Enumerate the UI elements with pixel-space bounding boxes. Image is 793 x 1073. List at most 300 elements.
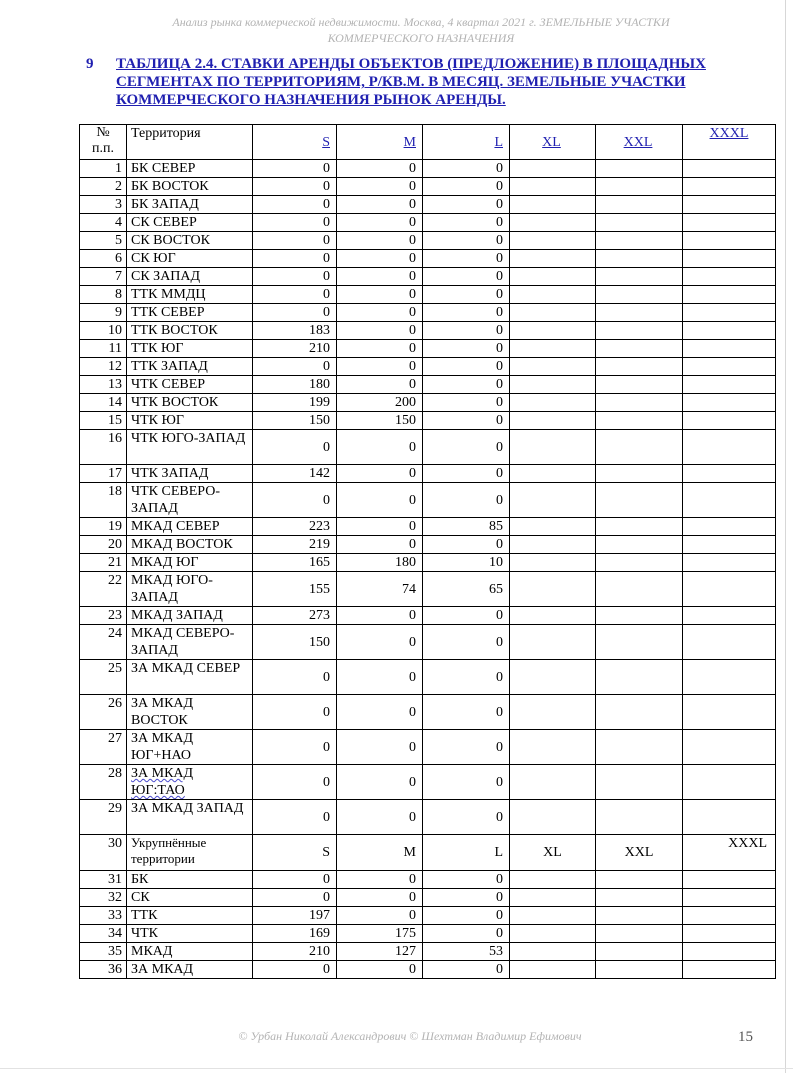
value-xxxl [683,660,776,695]
row-number: 18 [80,483,127,518]
row-territory: ЗА МКАД СЕВЕР [127,660,253,695]
table-row [80,889,776,907]
header-l-link[interactable]: L [423,125,510,160]
value-s: 0 [253,889,337,907]
value-xl [510,695,596,730]
table-row [80,196,776,214]
value-xxl [596,625,683,660]
value-s: 155 [253,572,337,607]
value-s: 0 [253,871,337,889]
value-xxl [596,536,683,554]
value-l: 0 [423,465,510,483]
row-territory: МКАД ЗАПАД [127,607,253,625]
value-xxxl [683,625,776,660]
subheader-xl: XL [510,835,596,871]
row-territory: БК [127,871,253,889]
value-xxxl [683,340,776,358]
value-xxxl [683,196,776,214]
value-m: 0 [337,607,423,625]
value-l: 0 [423,800,510,835]
value-m: 175 [337,925,423,943]
row-territory: СК ЗАПАД [127,268,253,286]
value-m: 0 [337,286,423,304]
value-xxl [596,889,683,907]
header-xl-link[interactable]: XL [510,125,596,160]
value-xxl [596,925,683,943]
table-row [80,412,776,430]
row-number: 14 [80,394,127,412]
value-xl [510,465,596,483]
value-xl [510,358,596,376]
value-s: 0 [253,660,337,695]
table-row [80,572,776,607]
value-xl [510,483,596,518]
value-xl [510,889,596,907]
row-number: 23 [80,607,127,625]
value-m: 0 [337,660,423,695]
row-territory: ТТК ММДЦ [127,286,253,304]
value-xl [510,304,596,322]
value-s: 219 [253,536,337,554]
row-territory: МКАД ЮГО-ЗАПАД [127,572,253,607]
row-number: 35 [80,943,127,961]
value-xl [510,625,596,660]
header-territory: Территория [127,125,253,160]
value-xxxl [683,518,776,536]
value-s: 150 [253,625,337,660]
value-xl [510,925,596,943]
value-s: 0 [253,961,337,979]
value-xl [510,607,596,625]
value-xxxl [683,430,776,465]
row-territory: МКАД ЮГ [127,554,253,572]
value-l: 0 [423,483,510,518]
page-edge-bottom [0,1068,793,1069]
value-xxxl [683,394,776,412]
value-s: 0 [253,765,337,800]
value-l: 0 [423,232,510,250]
table-header-row [80,125,776,160]
value-s: 273 [253,607,337,625]
value-m: 0 [337,730,423,765]
value-l: 0 [423,907,510,925]
row-number: 3 [80,196,127,214]
value-m: 0 [337,196,423,214]
row-territory: Укрупнённые территории [127,835,253,871]
value-xxl [596,730,683,765]
value-xl [510,250,596,268]
value-xxxl [683,250,776,268]
value-xxl [596,214,683,232]
value-l: 0 [423,250,510,268]
row-number: 2 [80,178,127,196]
value-l: 0 [423,536,510,554]
table-row [80,358,776,376]
value-l: 0 [423,730,510,765]
value-l: 53 [423,943,510,961]
value-m: 74 [337,572,423,607]
value-xxl [596,518,683,536]
row-territory: ЗА МКАД [127,961,253,979]
row-number: 31 [80,871,127,889]
value-m: 0 [337,518,423,536]
value-xxxl [683,214,776,232]
value-m: 0 [337,483,423,518]
value-l: 0 [423,430,510,465]
value-l: 0 [423,625,510,660]
value-l: 0 [423,394,510,412]
row-number: 21 [80,554,127,572]
table-row [80,695,776,730]
table-row [80,660,776,695]
value-s: 0 [253,196,337,214]
subheader-l: L [423,835,510,871]
value-xl [510,660,596,695]
value-l: 0 [423,286,510,304]
value-xl [510,286,596,304]
value-xxxl [683,730,776,765]
value-xxxl [683,483,776,518]
row-territory: МКАД СЕВЕР [127,518,253,536]
value-l: 0 [423,178,510,196]
value-xxl [596,358,683,376]
value-s: 0 [253,268,337,286]
value-l: 0 [423,196,510,214]
row-territory: МКАД [127,943,253,961]
value-xxxl [683,358,776,376]
value-xxl [596,268,683,286]
value-m: 0 [337,214,423,232]
value-m: 0 [337,250,423,268]
value-s: 197 [253,907,337,925]
row-territory: МКАД ВОСТОК [127,536,253,554]
row-number: 30 [80,835,127,871]
table-row [80,554,776,572]
value-xxl [596,412,683,430]
header-xxxl-link[interactable]: XXXL [683,125,776,160]
value-s: 0 [253,800,337,835]
value-xl [510,232,596,250]
value-xxl [596,376,683,394]
row-number: 36 [80,961,127,979]
value-xl [510,800,596,835]
value-xl [510,268,596,286]
value-xxl [596,178,683,196]
value-xl [510,160,596,178]
value-xxl [596,765,683,800]
value-s: 0 [253,214,337,232]
value-xl [510,943,596,961]
table-row [80,232,776,250]
value-xl [510,322,596,340]
value-l: 0 [423,214,510,232]
row-territory: ЗА МКАД ЮГ:ТАО [127,765,253,800]
value-m: 0 [337,695,423,730]
value-l: 0 [423,322,510,340]
value-m: 0 [337,536,423,554]
value-xxxl [683,554,776,572]
value-m: 180 [337,554,423,572]
value-m: 0 [337,304,423,322]
row-territory: БК СЕВЕР [127,160,253,178]
value-m: 0 [337,625,423,660]
row-territory: СК ВОСТОК [127,232,253,250]
table-row [80,607,776,625]
value-l: 0 [423,376,510,394]
row-number: 25 [80,660,127,695]
value-s: 0 [253,730,337,765]
value-xxxl [683,695,776,730]
header-xxl-link[interactable]: XXL [596,125,683,160]
value-m: 200 [337,394,423,412]
value-xxl [596,394,683,412]
table-row [80,376,776,394]
table-row [80,730,776,765]
row-territory: ТТК ЗАПАД [127,358,253,376]
value-m: 0 [337,322,423,340]
value-xxxl [683,572,776,607]
value-m: 0 [337,268,423,286]
value-l: 0 [423,695,510,730]
value-xxl [596,322,683,340]
value-xxxl [683,160,776,178]
value-m: 0 [337,376,423,394]
value-m: 127 [337,943,423,961]
value-l: 0 [423,871,510,889]
value-xl [510,554,596,572]
row-number: 24 [80,625,127,660]
value-xxl [596,340,683,358]
row-territory: ЧТК СЕВЕР [127,376,253,394]
value-s: 0 [253,250,337,268]
value-xxxl [683,536,776,554]
table-row [80,800,776,835]
value-xxxl [683,232,776,250]
row-number: 10 [80,322,127,340]
value-xxxl [683,907,776,925]
value-l: 0 [423,889,510,907]
value-xxxl [683,268,776,286]
table-row [80,465,776,483]
value-xl [510,518,596,536]
table-row [80,536,776,554]
table-row [80,925,776,943]
value-xl [510,394,596,412]
row-number: 4 [80,214,127,232]
value-xxxl [683,376,776,394]
value-xxl [596,907,683,925]
value-xxl [596,304,683,322]
row-number: 28 [80,765,127,800]
value-xxl [596,286,683,304]
value-m: 0 [337,465,423,483]
value-xxxl [683,286,776,304]
value-xxl [596,196,683,214]
table-row [80,765,776,800]
row-territory: ЗА МКАД ЮГ+НАО [127,730,253,765]
value-xxxl [683,765,776,800]
value-xxxl [683,178,776,196]
value-xxl [596,572,683,607]
value-l: 65 [423,572,510,607]
table-row [80,961,776,979]
value-xxxl [683,925,776,943]
value-m: 0 [337,907,423,925]
row-number: 12 [80,358,127,376]
table-row [80,286,776,304]
value-l: 0 [423,925,510,943]
value-s: 210 [253,340,337,358]
value-xxl [596,961,683,979]
value-l: 85 [423,518,510,536]
table-row [80,907,776,925]
value-xxl [596,695,683,730]
subheader-xxl: XXL [596,835,683,871]
value-xl [510,536,596,554]
running-header-line2: КОММЕРЧЕСКОГО НАЗНАЧЕНИЯ [327,31,515,45]
table-row [80,430,776,465]
value-l: 0 [423,304,510,322]
row-number: 9 [80,304,127,322]
value-xxxl [683,465,776,483]
value-s: 0 [253,358,337,376]
row-number: 29 [80,800,127,835]
value-s: 0 [253,695,337,730]
table-row [80,178,776,196]
row-territory: МКАД СЕВЕРО-ЗАПАД [127,625,253,660]
value-xl [510,572,596,607]
value-m: 0 [337,178,423,196]
value-xxxl [683,943,776,961]
value-xxxl [683,800,776,835]
value-m: 0 [337,232,423,250]
value-xxl [596,607,683,625]
value-s: 165 [253,554,337,572]
row-number: 22 [80,572,127,607]
value-xl [510,376,596,394]
value-xxl [596,465,683,483]
subheader-m: M [337,835,423,871]
value-m: 0 [337,160,423,178]
value-xxl [596,232,683,250]
row-number: 19 [80,518,127,536]
value-xl [510,178,596,196]
subheader-xxxl: XXXL [683,835,776,871]
value-xxl [596,554,683,572]
value-s: 223 [253,518,337,536]
value-xl [510,765,596,800]
value-s: 0 [253,178,337,196]
row-number: 8 [80,286,127,304]
row-territory: ЧТК ЗАПАД [127,465,253,483]
row-territory: БК ЗАПАД [127,196,253,214]
running-header-line1: Анализ рынка коммерческой недвижимости. Москва, 4 квартал 2021 г. ЗЕМЕЛЬНЫЕ УЧАСТКИ [172,15,670,29]
running-header [80,14,762,46]
value-m: 0 [337,340,423,358]
footer-authors: © Урбан Николай Александрович © Шехтман Владимир Ефимович [238,1029,582,1043]
table-row [80,160,776,178]
table-row [80,340,776,358]
row-territory: ЧТК ЮГО-ЗАПАД [127,430,253,465]
value-l: 0 [423,268,510,286]
table-row [80,214,776,232]
header-m-link[interactable]: M [337,125,423,160]
value-xxl [596,483,683,518]
value-xxxl [683,412,776,430]
value-xl [510,907,596,925]
value-l: 0 [423,660,510,695]
row-territory: ТТК СЕВЕР [127,304,253,322]
row-number: 20 [80,536,127,554]
value-l: 0 [423,340,510,358]
row-territory: БК ВОСТОК [127,178,253,196]
value-xl [510,430,596,465]
row-territory: ЗА МКАД ЗАПАД [127,800,253,835]
row-number: 11 [80,340,127,358]
value-s: 0 [253,304,337,322]
row-number: 16 [80,430,127,465]
value-l: 10 [423,554,510,572]
heading-link[interactable]: ТАБЛИЦА 2.4. СТАВКИ АРЕНДЫ ОБЪЕКТОВ (ПРЕДЛОЖЕНИЕ) В ПЛОЩАДНЫХ СЕГМЕНТАХ ПО ТЕРРИТОРИЯМ, Р/КВ.М. В МЕСЯЦ. ЗЕМЕЛЬНЫЕ УЧАСТКИ КОММЕРЧЕСКОГО НАЗНАЧЕНИЯ РЫНОК АРЕНДЫ. [116,56,706,108]
row-number: 32 [80,889,127,907]
value-xl [510,196,596,214]
value-xxl [596,660,683,695]
value-xxl [596,943,683,961]
value-l: 0 [423,412,510,430]
value-s: 0 [253,160,337,178]
row-number: 33 [80,907,127,925]
row-territory: ТТК [127,907,253,925]
value-s: 180 [253,376,337,394]
row-number: 15 [80,412,127,430]
value-m: 0 [337,871,423,889]
value-xxxl [683,889,776,907]
row-number: 34 [80,925,127,943]
value-xxxl [683,607,776,625]
value-s: 142 [253,465,337,483]
value-xxl [596,800,683,835]
page-edge [785,0,786,1073]
row-number: 1 [80,160,127,178]
value-m: 0 [337,430,423,465]
value-m: 0 [337,800,423,835]
table-row [80,483,776,518]
value-s: 150 [253,412,337,430]
table-row [80,304,776,322]
row-number: 27 [80,730,127,765]
value-xl [510,214,596,232]
value-m: 0 [337,765,423,800]
row-territory: ЧТК ВОСТОК [127,394,253,412]
value-m: 0 [337,961,423,979]
row-territory: СК СЕВЕР [127,214,253,232]
value-xxl [596,250,683,268]
row-number: 7 [80,268,127,286]
value-xxxl [683,871,776,889]
value-l: 0 [423,961,510,979]
value-xl [510,340,596,358]
value-s: 0 [253,286,337,304]
row-number: 17 [80,465,127,483]
row-territory: СК [127,889,253,907]
header-s-link[interactable]: S [253,125,337,160]
value-s: 0 [253,430,337,465]
row-number: 5 [80,232,127,250]
row-territory: ЧТК [127,925,253,943]
value-xl [510,730,596,765]
value-s: 199 [253,394,337,412]
row-number: 26 [80,695,127,730]
